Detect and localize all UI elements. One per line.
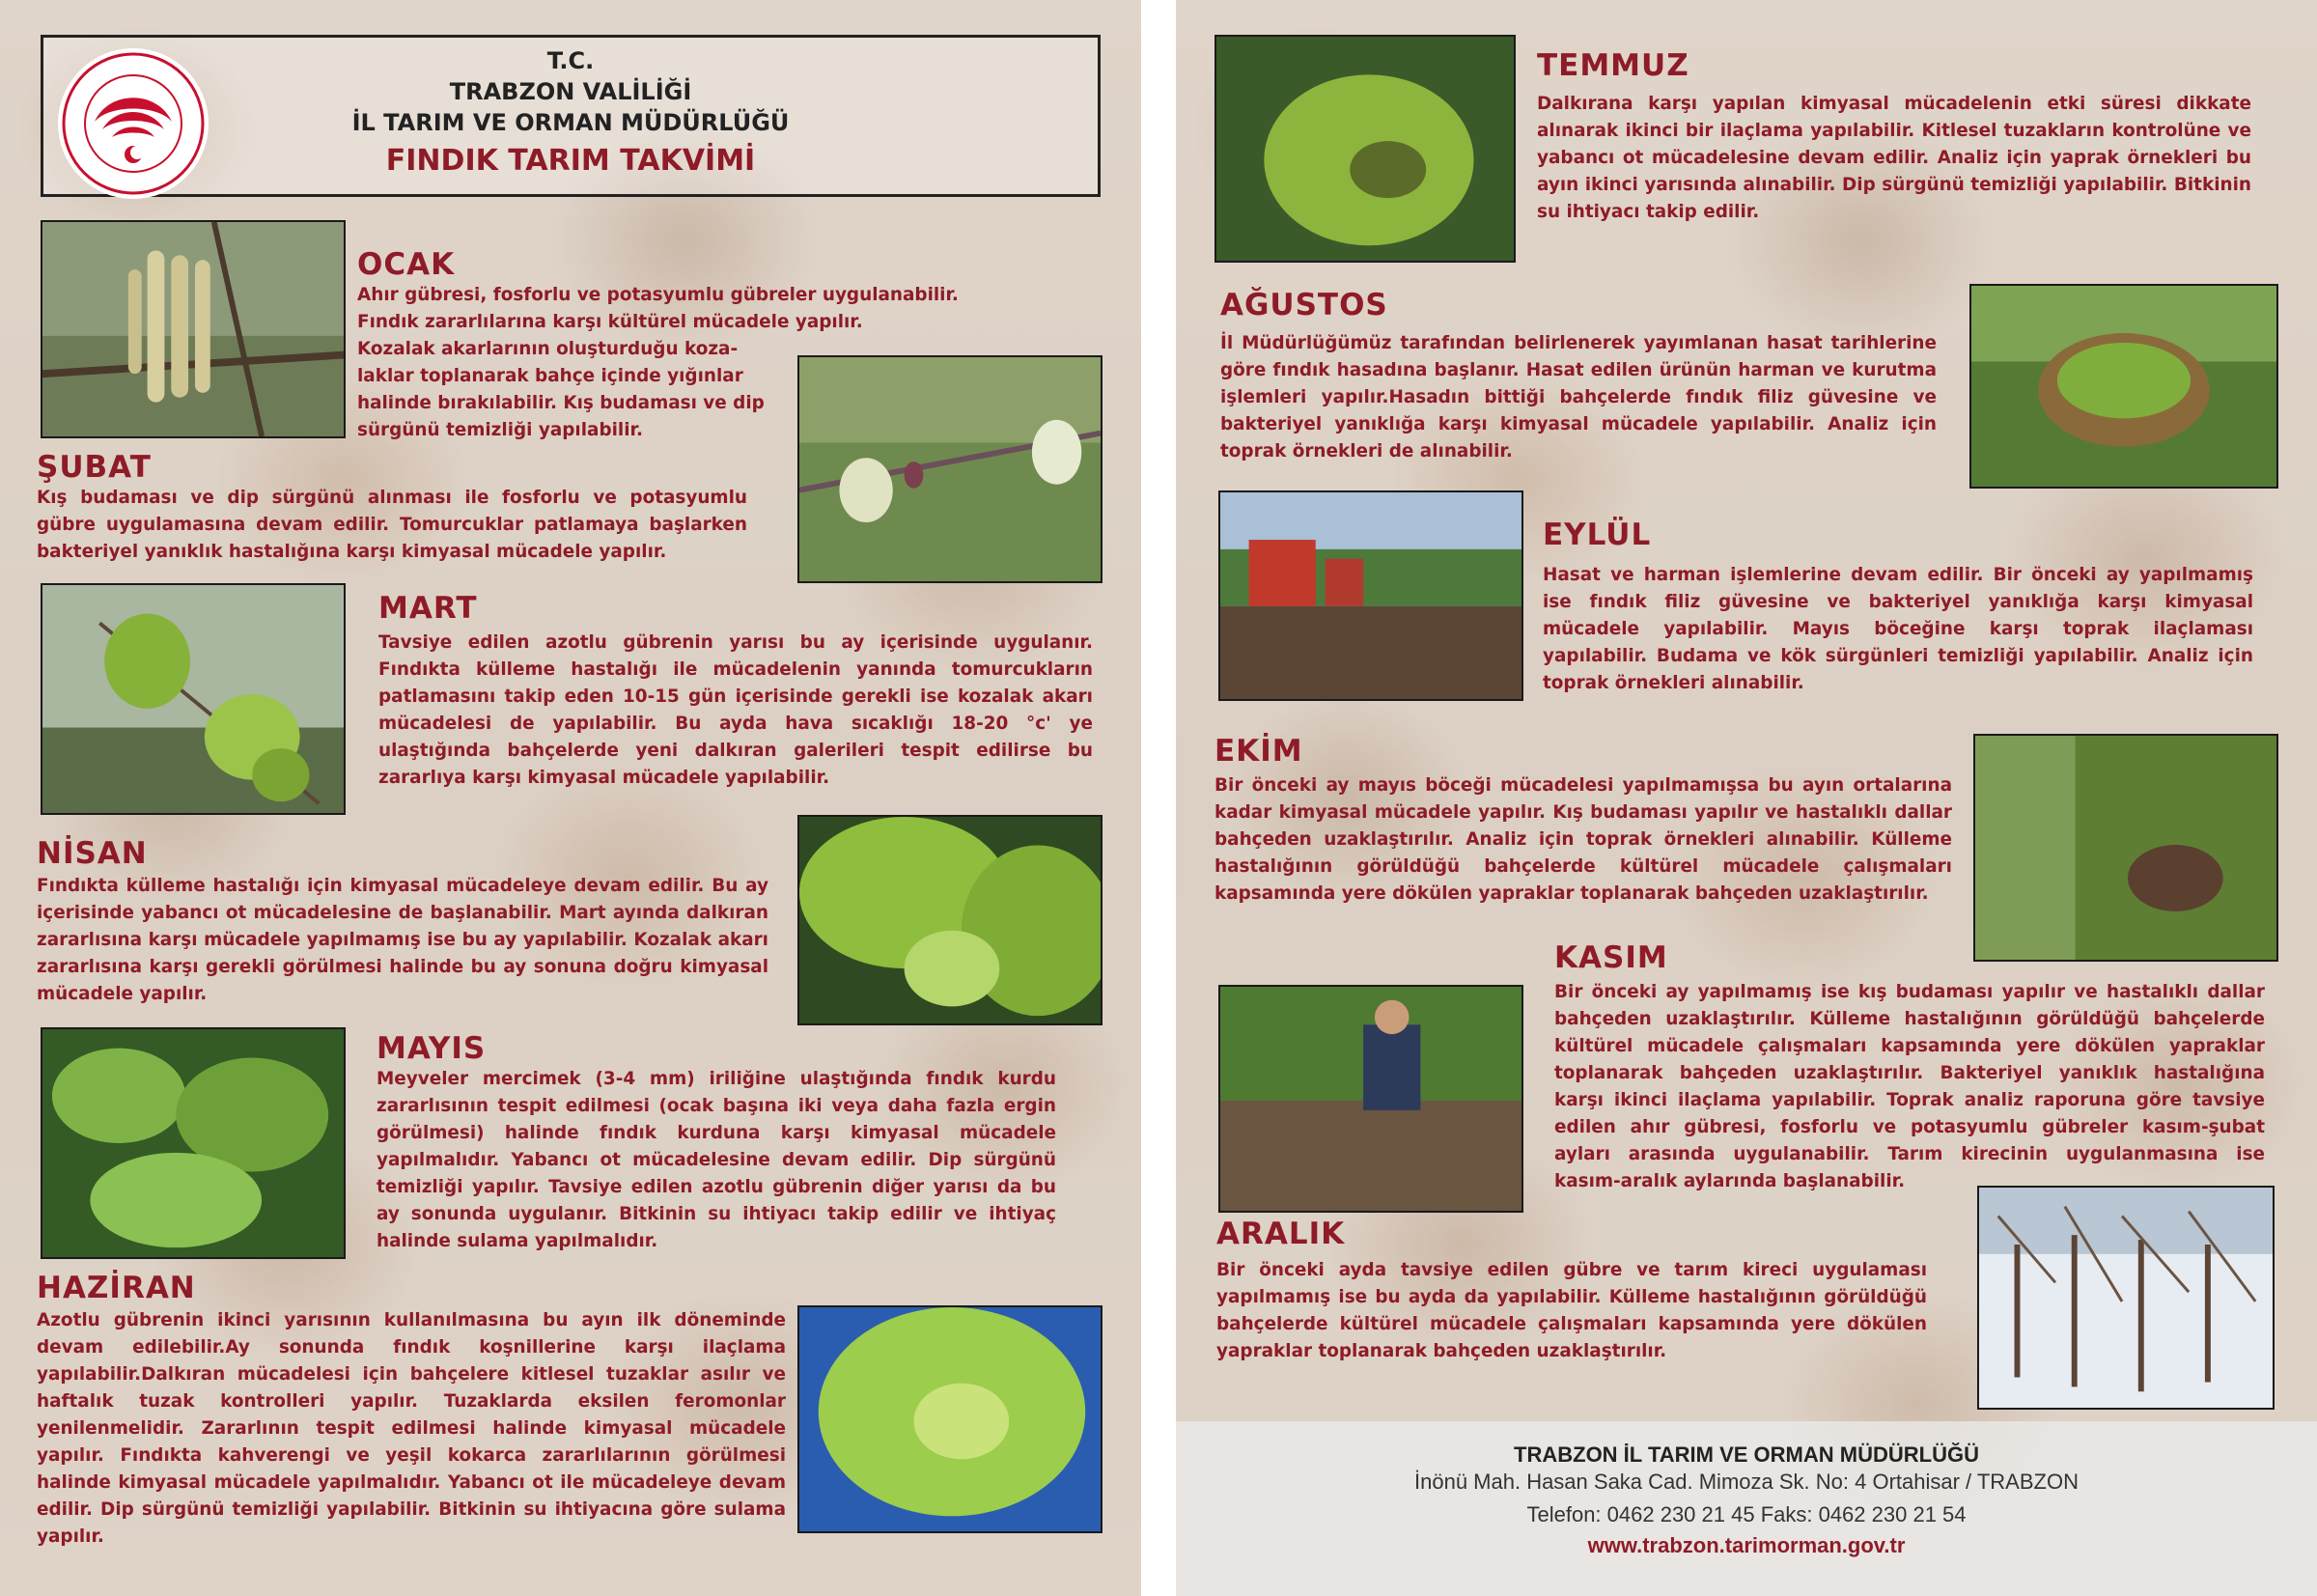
header-governorship: TRABZON VALİLİĞİ [449, 78, 692, 105]
photo-temmuz-husk [1214, 35, 1516, 263]
heading-haziran: HAZİRAN [37, 1271, 196, 1305]
right-page [1176, 0, 2317, 1596]
photo-ekim-digging [1973, 734, 2278, 962]
text-kasim: Bir önceki ay yapılmamış ise kış budaması yapılır ve hastalıklı dallar bahçeden uzaklaştırılır. Külleme hastalığının görüldüğü bahçelerde kültürel mücadele çalışmaları kapsamında yere dökülen yapraklar toplanarak bahçeden uzaklaştırılır. Bakteriyel yanıklık hastalığına karşı ikinci ilaçlama yapılabilir. Toprak analiz raporuna göre tavsiye edilen ahır gübresi, fosforlu ve potasyumlu gübreler kasım-şubat ayları arasında uygulanabilir. Tarım kirecinin uygulanmasına ise kasım-aralık aylarında başlanabilir. [1554, 982, 2265, 1191]
heading-subat: ŞUBAT [37, 450, 152, 485]
heading-nisan: NİSAN [37, 836, 148, 871]
text-ocak-1: Ahır gübresi, fosforlu ve potasyumlu gübreler uygulanabilir. [357, 285, 959, 305]
photo-ocak-catkins [41, 220, 346, 438]
photo-kasim-worker [1218, 985, 1523, 1213]
text-subat: Kış budaması ve dip sürgünü alınması ile fosforlu ve potasyumlu gübre uygulamasına devam edilir. Tomurcuklar patlamaya başlarken bakteriyel yanıklık hastalığına karşı kimyasal mücadele yapılır. [37, 488, 747, 562]
text-mart: Tavsiye edilen azotlu gübrenin yarısı bu ay içerisinde uygulanır. Fındıkta külleme hastalığı ile mücadelenin yanında tomurcukların patlamasını takip eden 10-15 gün içerisinde gerekli ise kozalak akarı mücadelesi de yapılabilir. Bu ayda hava sıcaklığı 18-20 °c' ye ulaştığında bahçelerde yeni dalkıran galerileri tespit edilirse bu zararlıya karşı kimyasal mücadele yapılabilir. [378, 632, 1093, 788]
heading-eylul: EYLÜL [1543, 518, 1652, 552]
heading-mart: MART [378, 591, 478, 626]
ministry-seal-icon [56, 46, 210, 201]
text-ocak-5: halinde bırakılabilir. Kış budaması ve dip [357, 393, 765, 413]
photo-haziran-husks [797, 1305, 1103, 1533]
text-eylul: Hasat ve harman işlemlerine devam edilir. Bir önceki ay yapılmamış ise fındık filiz güvesine ve bakteriyel yanıklığa karşı kimyasal mücadele yapılabilir. Mayıs böceğine karşı toprak ilaçlaması yapılabilir. Budama ve kök sürgünleri temizliği yapılabilir. Analiz için toprak örnekleri alınabilir. [1543, 565, 2253, 693]
heading-ekim: EKİM [1214, 734, 1303, 769]
text-ocak-2: Fındık zararlılarına karşı kültürel mücadele yapılır. [357, 312, 863, 332]
photo-eylul-threshing [1218, 490, 1523, 701]
footer-phone: Telefon: 0462 230 21 45 Faks: 0462 230 21 54 [1526, 1502, 1967, 1526]
heading-aralik: ARALIK [1216, 1217, 1346, 1251]
contact-footer [1176, 1421, 2317, 1596]
photo-aralik-snow [1977, 1186, 2275, 1410]
footer-address: İnönü Mah. Hasan Saka Cad. Mimoza Sk. No: 4 Ortahisar / TRABZON [1414, 1470, 2079, 1494]
footer-website-link[interactable]: www.trabzon.tarimorman.gov.tr [1587, 1533, 1906, 1557]
text-ocak-3: Kozalak akarlarının oluşturduğu koza- [357, 339, 739, 359]
text-agustos: İl Müdürlüğümüz tarafından belirlenerek yayımlanan hasat tarihlerine göre fındık hasadına başlanır. Hasat edilen ürünün harman ve kurutma işlemleri yapılır.Hasadın bittiği bahçelerde fındık filiz güvesine ve bakteriyel yanıklığa karşı kimyasal mücadele yapılabilir. Analiz için toprak örnekleri de alınabilir. [1220, 333, 1937, 462]
heading-kasim: KASIM [1554, 940, 1668, 975]
heading-temmuz: TEMMUZ [1537, 48, 1689, 83]
heading-agustos: AĞUSTOS [1220, 288, 1388, 322]
text-nisan: Fındıkta külleme hastalığı için kimyasal mücadeleye devam edilir. Bu ay içerisinde yabancı ot mücadelesine de başlanabilir. Mart ayında dalkıran zararlısına karşı mücadele yapılmamış ise bu ay yapılabilir. Kozalak akarı zararlısına karşı gerekli görülmesi halinde bu ay sonuna doğru kimyasal mücadele yapılır. [37, 876, 768, 1004]
header-directorate: İL TARIM VE ORMAN MÜDÜRLÜĞÜ [351, 109, 790, 136]
photo-mayis-foliage [41, 1027, 346, 1259]
header-tc: T.C. [546, 47, 595, 74]
text-temmuz: Dalkırana karşı yapılan kimyasal mücadelenin etki süresi dikkate alınarak ikinci bir ilaçlama yapılabilir. Kitlesel tuzakların kontrolüne ve yabancı ot mücadelesine devam edilir. Analiz için yaprak örnekleri bu ayın ikinci yarısında alınabilir. Dip sürgünü temizliği yapılabilir. Bitkinin su ihtiyacı takip edilir. [1537, 94, 2251, 222]
heading-mayis: MAYIS [377, 1031, 487, 1066]
heading-ocak: OCAK [357, 247, 456, 282]
text-ocak-6: sürgünü temizliği yapılabilir. [357, 420, 643, 440]
left-page [0, 0, 1141, 1596]
text-ekim: Bir önceki ay mayıs böceği mücadelesi yapılmamışsa bu ayın ortalarına kadar kimyasal mücadele yapılır. Kış budaması yapılır ve hastalıklı dallar bahçeden uzaklaştırılır. Analiz için toprak örnekleri alınabilir. Külleme hastalığının görüldüğü bahçelerde kültürel mücadele çalışmaları kapsamında yere dökülen yapraklar toplanarak bahçeden uzaklaştırılır. [1214, 775, 1952, 904]
text-haziran: Azotlu gübrenin ikinci yarısının kullanılmasına bu ayın ilk döneminde devam edilebilir.Ay sonunda fındık koşnillerine karşı ilaçlama yapılabilir.Dalkıran mücadelesi için bahçelere kitlesel tuzaklar asılır ve haftalık tuzak kontrolleri yapılır. Tuzaklarda eksilen feromonlar yenilenmelidir. Zararlının tespit edilmesi halinde kimyasal mücadele yapılır. Fındıkta kahverengi ve yeşil kokarca zararlılarının görülmesi halinde kimyasal mücadele yapılmalıdır. Yabancı ot ile mücadeleye devam edilir. Dip sürgünü temizliği yapılabilir. Bitkinin su ihtiyacına göre sulama yapılır. [37, 1310, 786, 1547]
photo-nisan-leaves [797, 815, 1103, 1025]
footer-org: TRABZON İL TARIM VE ORMAN MÜDÜRLÜĞÜ [1514, 1442, 1979, 1467]
photo-mart-leaves [41, 583, 346, 815]
text-mayis: Meyveler mercimek (3-4 mm) iriliğine ulaştığında fındık kurdu zararlısının tespit edilmesi (ocak başına iki veya daha fazla ergin görülmesi) halinde fındık kurduna karşı kimyasal mücadele yapılmalıdır. Yabancı ot mücadelesine devam edilir. Dip sürgünü temizliği yapılır. Tavsiye edilen azotlu gübrenin diğer yarısı da bu ay sonunda uygulanır. Bitkinin su ihtiyacı takip edilir ve ihtiyaç halinde sulama yapılmalıdır. [377, 1069, 1056, 1251]
photo-subat-buds [797, 355, 1103, 583]
text-aralik: Bir önceki ayda tavsiye edilen gübre ve tarım kireci uygulaması yapılmamış ise bu ayda da yapılabilir. Külleme hastalığının görüldüğü bahçelerde kültürel mücadele çalışmaları kapsamında yere dökülen yapraklar toplanarak bahçeden uzaklaştırılır. [1216, 1260, 1927, 1361]
page-title: FINDIK TARIM TAKVİMİ [385, 144, 756, 178]
page-gutter [1141, 0, 1176, 1596]
photo-agustos-harvest [1969, 284, 2278, 489]
text-ocak-4: laklar toplanarak bahçe içinde yığınlar [357, 366, 743, 386]
